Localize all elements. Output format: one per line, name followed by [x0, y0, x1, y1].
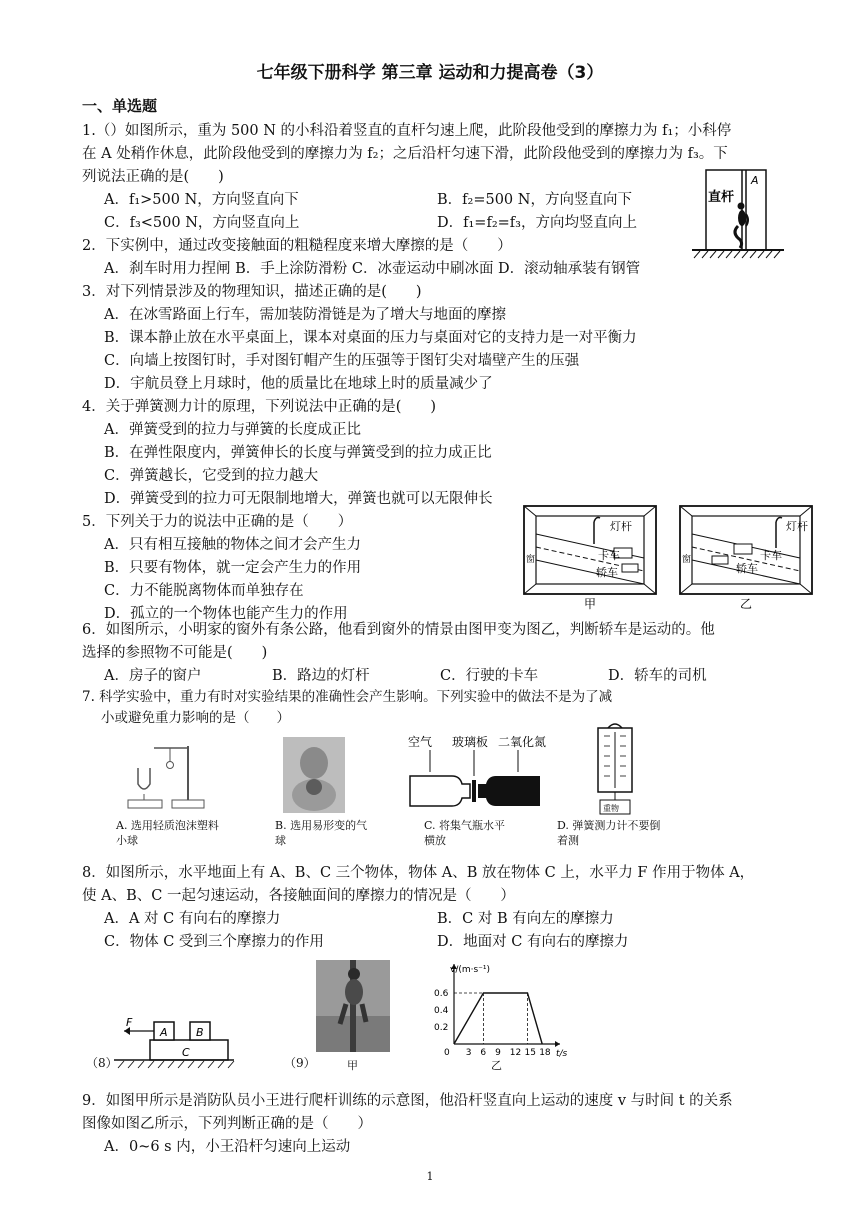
q9-figure-climber-photo — [316, 960, 390, 1052]
section-heading: 一、单选题 — [82, 97, 158, 115]
q3-line1: 3．对下列情景涉及的物理知识，描述正确的是( ) — [82, 284, 422, 300]
x-tick-label: 3 — [465, 1048, 472, 1058]
q8-block-a-label: A — [160, 1026, 168, 1039]
q8-force-label: F — [126, 1016, 133, 1029]
q7-caption-b: B. 选用易形变的气球 — [275, 819, 368, 847]
q7-label-weight: 重物 — [603, 804, 619, 813]
q5-line1: 5．下列关于力的说法中正确的是（ ） — [82, 514, 353, 530]
q8-figure-blocks — [110, 1014, 240, 1070]
q7-figure-c-gas-jars — [406, 732, 546, 816]
q4-option-b: B．在弹性限度内，弹簧伸长的长度与弹簧受到的拉力成正比 — [104, 445, 492, 461]
x-axis-label: t/s — [556, 1049, 568, 1059]
q4-option-c: C．弹簧越长，它受到的拉力越大 — [104, 468, 319, 484]
q1-option-d: D．f₁=f₂=f₃，方向均竖直向上 — [437, 215, 637, 231]
q9-velocity-time-chart — [430, 960, 570, 1070]
q8-figure-number: （8） — [86, 1056, 118, 1070]
q5-truck-label-jia: 卡车 — [598, 549, 620, 562]
q8-option-a: A．A 对 C 有向右的摩擦力 — [104, 911, 281, 927]
q1-pole-label: 直杆 — [708, 190, 735, 205]
q8-option-c: C．物体 C 受到三个摩擦力的作用 — [104, 934, 324, 950]
x-tick-label: 12 — [509, 1048, 522, 1058]
q5-window-label-yi: 窗 — [682, 555, 692, 565]
q5-option-d: D．孤立的一个物体也能产生力的作用 — [104, 606, 348, 622]
q5-lamp-label-yi: 灯杆 — [786, 520, 808, 533]
q9-caption-yi: 乙 — [491, 1059, 502, 1072]
q7-figure-d-spring-scale — [590, 720, 640, 818]
q7-label-glass: 玻璃板 — [452, 735, 489, 749]
q8-line2: 使 A、B、C 一起匀速运动，各接触面间的摩擦力的情况是（ ） — [82, 888, 515, 904]
q4-line1: 4．关于弹簧测力计的原理，下列说法中正确的是( ) — [82, 399, 437, 415]
q5-car-label-yi: 轿车 — [736, 562, 758, 575]
y-tick-label: 0.4 — [434, 1006, 449, 1016]
x-axis-arrow — [555, 1041, 560, 1047]
y-tick-label: 0.6 — [434, 989, 449, 999]
q5-window-figure — [522, 504, 822, 614]
q1-point-a: A — [751, 174, 759, 187]
q7-line1: 7. 科学实验中，重力有时对实验结果的准确性会产生影响。下列实验中的做法不是为了减 — [82, 689, 613, 705]
q1-line3: 列说法正确的是( ) — [82, 169, 224, 185]
q2-options: A．刹车时用力捏闸 B．手上涂防滑粉 C．冰壶运动中刷冰面 D．滚动轴承装有钢管 — [104, 261, 641, 277]
q6-option-d: D．轿车的司机 — [608, 668, 707, 684]
q3-option-b: B．课本静止放在水平桌面上，课本对桌面的压力与桌面对它的支持力是一对平衡力 — [104, 330, 637, 346]
velocity-series-line — [454, 993, 542, 1044]
q8-line1: 8．如图所示，水平地面上有 A、B、C 三个物体，物体 A、B 放在物体 C 上，水平力 F 作用于物体 A， — [82, 865, 755, 881]
q9-caption-jia: 甲 — [347, 1059, 358, 1072]
q8-block-c-label: C — [182, 1046, 190, 1059]
q1-figure-pole — [688, 168, 788, 260]
q8-option-d: D．地面对 C 有向右的摩擦力 — [437, 934, 629, 950]
q5-caption-jia: 甲 — [584, 597, 597, 611]
q7-caption-a: A. 选用轻质泡沫塑料小球 — [116, 819, 219, 847]
page-number: 1 — [426, 1170, 434, 1183]
q5-lamp-label-jia: 灯杆 — [610, 520, 632, 533]
page-title: 七年级下册科学 第三章 运动和力提高卷（3） — [256, 63, 604, 83]
q7-caption-d: D. 弹簧测力计不要倒着测 — [557, 819, 661, 847]
q5-option-b: B．只要有物体，就一定会产生力的作用 — [104, 560, 362, 576]
x-tick-label: 6 — [480, 1048, 487, 1058]
q3-option-d: D．宇航员登上月球时，他的质量比在地球上时的质量减少了 — [104, 376, 493, 392]
q5-car-label-jia: 轿车 — [596, 566, 618, 579]
q3-option-c: C．向墙上按图钉时，手对图钉帽产生的压强等于图钉尖对墙壁产生的压强 — [104, 353, 580, 369]
q8-option-b: B．C 对 B 有向左的摩擦力 — [437, 911, 614, 927]
q1-option-c: C．f₃<500 N，方向竖直向上 — [104, 215, 300, 231]
q7-figure-a-stand — [124, 740, 214, 814]
origin-label: 0 — [444, 1048, 450, 1058]
q5-caption-yi: 乙 — [740, 597, 753, 611]
q7-label-air: 空气 — [408, 735, 433, 749]
q9-line2: 图像如图乙所示，下列判断正确的是（ ） — [82, 1116, 372, 1132]
q1-line1: 1.（）如图所示，重为 500 N 的小科沿着竖直的直杆匀速上爬，此阶段他受到的摩擦力为 f₁；小科停 — [82, 123, 732, 139]
q5-option-c: C．力不能脱离物体而单独存在 — [104, 583, 304, 599]
q9-line1: 9．如图甲所示是消防队员小王进行爬杆训练的示意图，他沿杆竖直向上运动的速度 v 与时间 t 的关系 — [82, 1093, 733, 1109]
q5-truck-label-yi: 卡车 — [760, 549, 782, 562]
q7-line2: 小或避免重力影响的是（ ） — [101, 710, 290, 726]
q1-option-b: B．f₂=500 N，方向竖直向下 — [437, 192, 632, 208]
q7-figure-b-balloon-photo — [283, 737, 345, 813]
q6-option-b: B．路边的灯杆 — [272, 668, 370, 684]
q5-window-label-jia: 窗 — [526, 555, 536, 565]
q1-line2: 在 A 处稍作休息，此阶段他受到的摩擦力为 f₂；之后沿杆匀速下滑，此阶段他受到的摩擦力为 f₃。下 — [82, 146, 728, 162]
x-tick-label: 15 — [524, 1048, 536, 1058]
y-tick-label: 0.2 — [434, 1023, 449, 1033]
q9-figure-number: （9） — [284, 1056, 316, 1070]
q4-option-d: D．弹簧受到的拉力可无限制地增大，弹簧也就可以无限伸长 — [104, 491, 493, 507]
x-tick-label: 18 — [539, 1048, 551, 1058]
q1-option-a: A．f₁>500 N，方向竖直向下 — [104, 192, 299, 208]
q3-option-a: A．在冰雪路面上行车，需加装防滑链是为了增大与地面的摩擦 — [104, 307, 506, 323]
q6-option-c: C．行驶的卡车 — [440, 668, 539, 684]
q8-block-b-label: B — [196, 1026, 204, 1039]
q7-label-no2: 二氧化氮 — [498, 735, 547, 749]
x-tick-label: 9 — [495, 1048, 501, 1058]
q7-caption-c: C. 将集气瓶水平横放 — [424, 819, 506, 847]
q9-option-a: A．0~6 s 内，小王沿杆匀速向上运动 — [104, 1139, 351, 1155]
q5-option-a: A．只有相互接触的物体之间才会产生力 — [104, 537, 361, 553]
q2-line1: 2．下实例中，通过改变接触面的粗糙程度来增大摩擦的是（ ） — [82, 238, 512, 254]
q6-line2: 选择的参照物不可能是( ) — [82, 645, 268, 661]
q6-option-a: A．房子的窗户 — [104, 668, 202, 684]
q4-option-a: A．弹簧受到的拉力与弹簧的长度成正比 — [104, 422, 361, 438]
q6-line1: 6．如图所示，小明家的窗外有条公路，他看到窗外的情景由图甲变为图乙，判断轿车是运动的。他 — [82, 622, 715, 638]
y-axis-label: v/(m·s⁻¹) — [450, 965, 491, 975]
